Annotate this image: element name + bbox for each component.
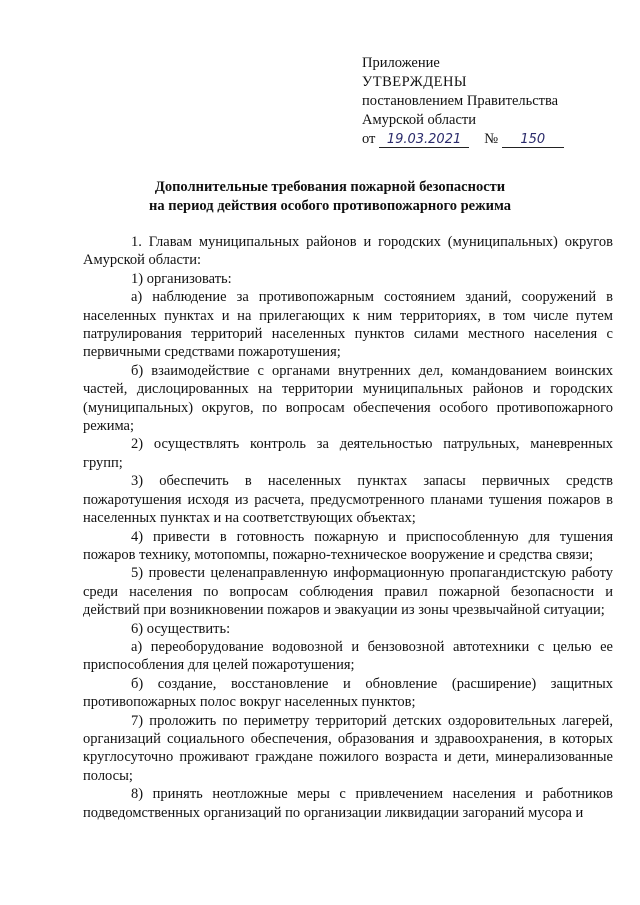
paragraph: 2) осуществлять контроль за деятельностью патрульных, маневренных групп; bbox=[83, 436, 613, 471]
number-prefix: № bbox=[484, 131, 499, 147]
resolution-line-1: постановлением Правительства bbox=[362, 93, 559, 109]
approval-stamp-block bbox=[362, 54, 622, 149]
date-prefix: от bbox=[362, 131, 376, 147]
paragraph: 3) обеспечить в населенных пунктах запасы первичных средств пожаротушения исходя из расчета, предусмотренного планами тушения пожаров в населенных пунктах и на соответствующих объектах; bbox=[83, 473, 613, 527]
title-line-2: на период действия особого противопожарного режима bbox=[148, 198, 512, 214]
title-line-1: Дополнительные требования пожарной безопасности bbox=[154, 179, 506, 195]
paragraph: 8) принять неотложные меры с привлечением населения и работников подведомственных организаций по организации ликвидации загораний мусора и bbox=[83, 786, 613, 821]
document-title bbox=[60, 178, 600, 216]
paragraph: 5) провести целенаправленную информационную пропагандистскую работу среди населения по вопросам соблюдения правил пожарной безопасности и действий при возникновении пожаров и эвакуации из зоны чрезвычайной ситуации; bbox=[83, 565, 613, 619]
handwritten-number: 150 bbox=[502, 132, 564, 148]
paragraph: б) создание, восстановление и обновление (расширение) защитных противопожарных полос вокруг населенных пунктов; bbox=[83, 675, 613, 711]
handwritten-date: 19.03.2021 bbox=[379, 132, 469, 148]
paragraph: 1. Главам муниципальных районов и городских (муниципальных) округов Амурской области: bbox=[83, 234, 613, 269]
paragraph: 7) проложить по периметру территорий детских оздоровительных лагерей, организаций социального обеспечения, образования и здравоохранения, в которых круглосуточно проживают граждане пожилого возраста и дети, минерализованные полосы; bbox=[83, 712, 613, 784]
paragraph: 6) осуществить: bbox=[131, 620, 231, 637]
paragraph: а) наблюдение за противопожарным состоянием зданий, сооружений в населенных пунктах и на прилегающих к ним территориях, в том числе путем патрулирования территорий населенных пунктов силами местного населения с первичными средствами пожаротушения; bbox=[83, 289, 613, 361]
document-body bbox=[83, 233, 613, 822]
appendix-label: Приложение bbox=[362, 55, 440, 71]
paragraph: 4) привести в готовность пожарную и приспособленную для тушения пожаров технику, мотопомпы, пожарно-техническое вооружение и средства связи; bbox=[83, 528, 613, 563]
date-number-line bbox=[362, 130, 622, 149]
paragraph: 1) организовать: bbox=[131, 270, 232, 287]
paragraph: а) переоборудование водовозной и бензовозной автотехники с целью ее приспособления для целей пожаротушения; bbox=[83, 638, 613, 674]
resolution-line-2: Амурской области bbox=[362, 112, 476, 128]
approved-label: УТВЕРЖДЕНЫ bbox=[362, 74, 468, 90]
paragraph: б) взаимодействие с органами внутренних дел, командованием воинских частей, дислоцированных на территории муниципальных районов и городских (муниципальных) округов, по вопросам обеспечения особого противопожарного режима; bbox=[83, 362, 613, 435]
